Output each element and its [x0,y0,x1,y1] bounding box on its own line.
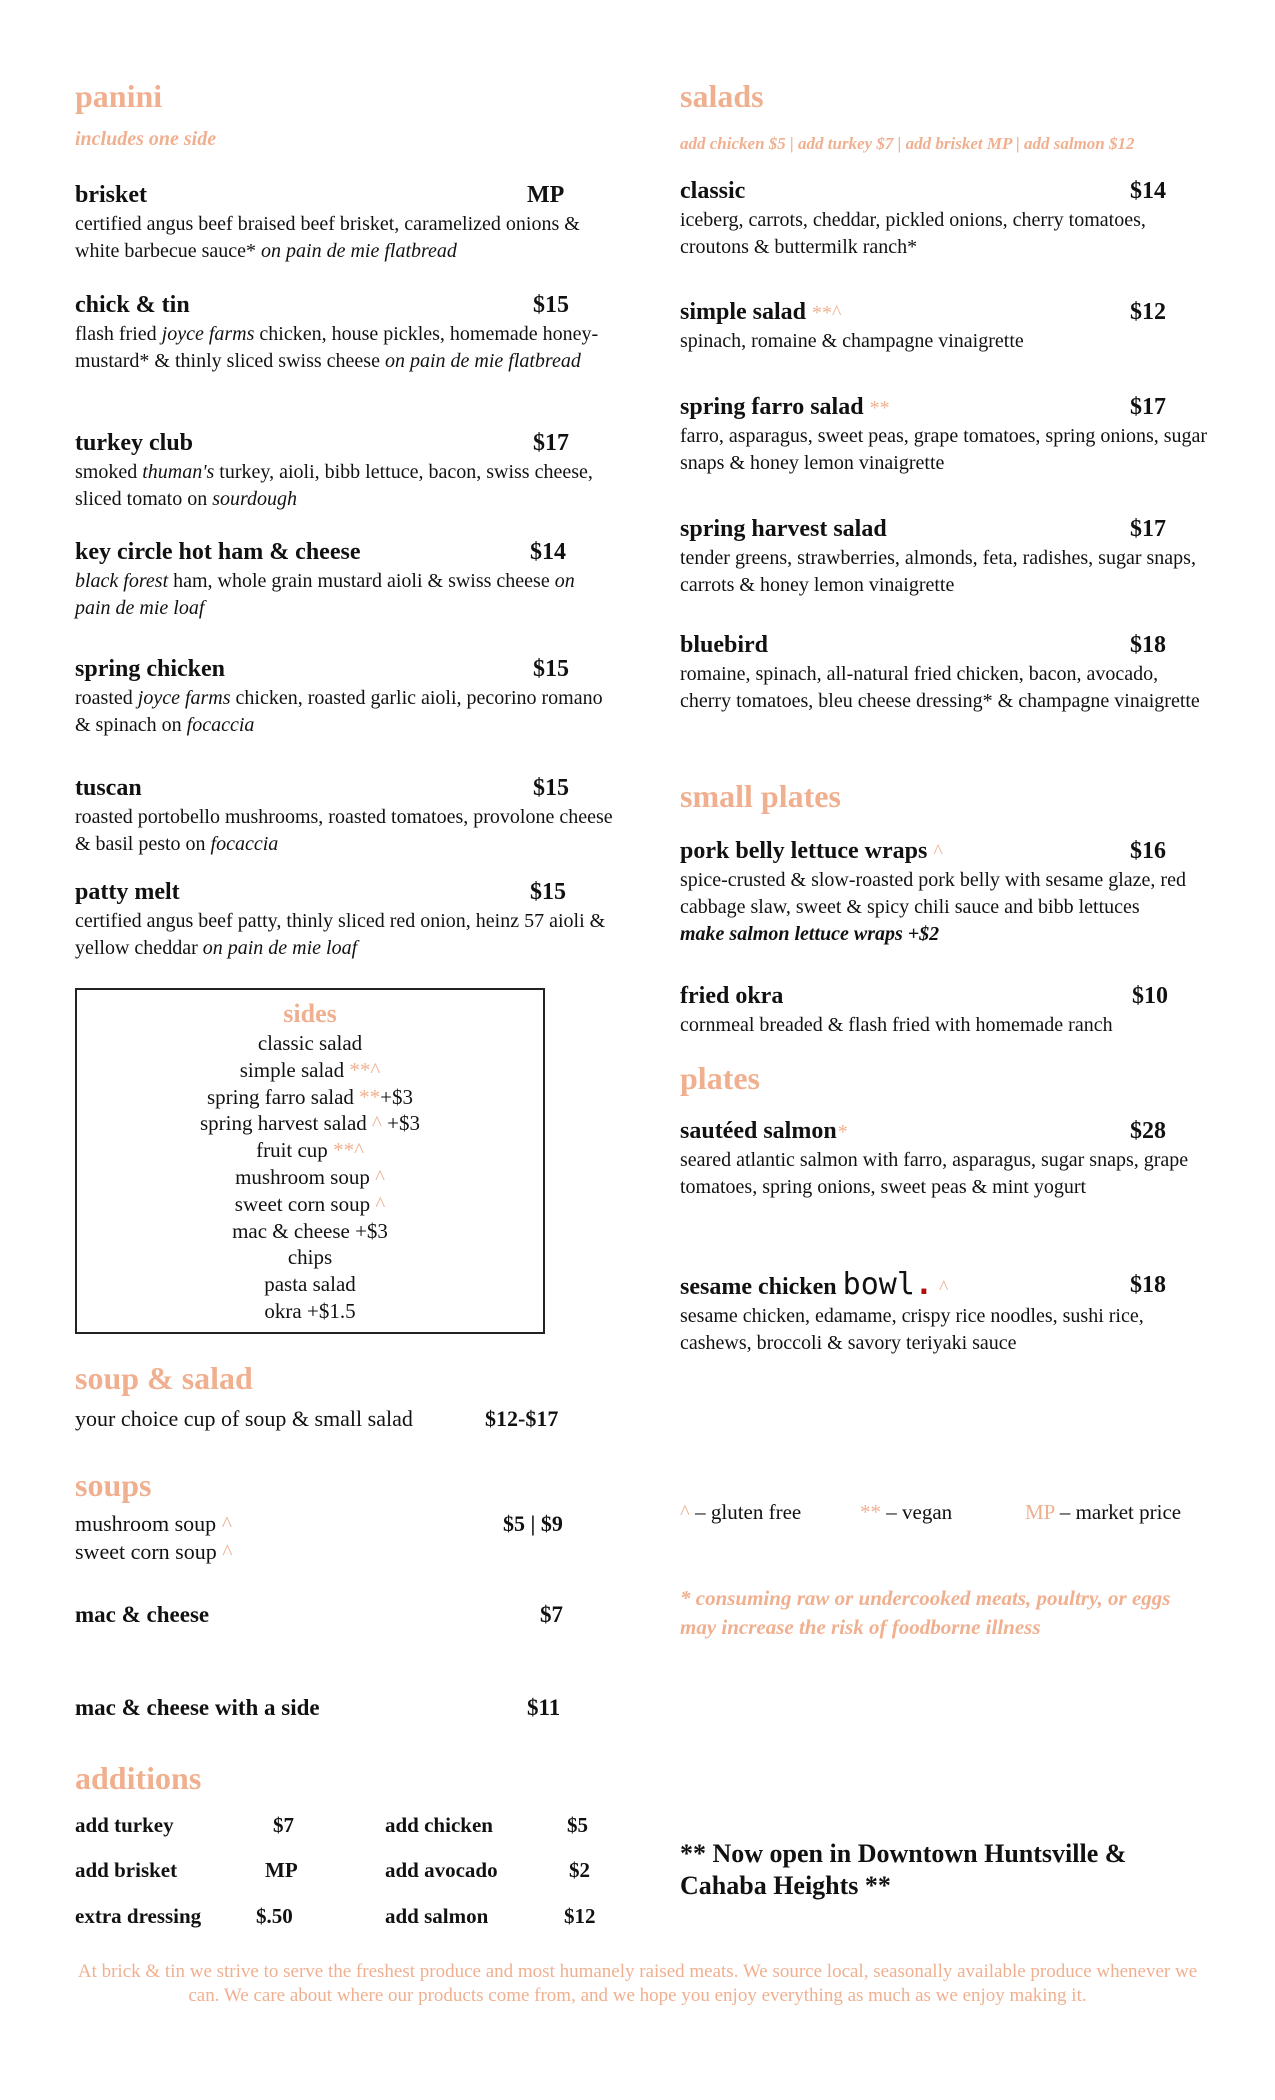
item-price: $28 [1130,1118,1166,1144]
plates-title: plates [680,1060,760,1096]
item-price: $14 [530,539,566,565]
location-announcement: ** Now open in Downtown Huntsville & Cahaba Heights ** [680,1839,1127,1900]
salad-item-spring-farro [680,392,1210,477]
legend-gluten-free: ^ – gluten free [680,1500,802,1524]
additions-grid [75,1813,615,1953]
small-plates-title: small plates [680,778,841,814]
addition-price: $.50 [256,1904,293,1928]
panini-item-brisket [75,180,615,265]
soup-salad-text: your choice cup of soup & small salad [75,1406,413,1431]
item-desc: smoked thuman's turkey, aioli, bibb lettuce, bacon, swiss cheese, sliced tomato on sourdough [75,461,593,510]
salmon-wraps-upgrade: make salmon lettuce wraps +$2 [680,923,940,945]
panini-item-patty-melt [75,877,615,962]
gluten-free-mark: ^ [221,1511,233,1536]
item-price: $15 [533,292,569,318]
item-desc: certified angus beef patty, thinly sliced red onion, heinz 57 aioli & yellow cheddar on pain de mie loaf [75,910,606,959]
item-name: patty melt [75,879,180,905]
item-desc: cornmeal breaded & flash fried with homemade ranch [680,1014,1113,1036]
diet-mark: **^ [812,302,842,324]
item-desc: roasted joyce farms chicken, roasted garlic aioli, pecorino romano & spinach on focaccia [75,687,603,736]
item-name: spring chicken [75,656,226,682]
addition-price: $2 [569,1858,590,1882]
salad-item-simple [680,297,1210,355]
sides-box [75,988,545,1334]
bowl-dot: . [914,1267,933,1302]
item-desc: spinach, romaine & champagne vinaigrette [680,330,1024,352]
item-name: fried okra [680,983,784,1009]
item-name: tuscan [75,775,142,801]
addition-name: add avocado [385,1858,498,1882]
mac-cheese-line [75,1601,615,1631]
item-name: key circle hot ham & cheese [75,539,361,565]
mac-cheese-name: mac & cheese [75,1602,210,1627]
side-item: spring farro salad **+$3 [206,1084,414,1109]
item-desc: spice-crusted & slow-roasted pork belly with sesame glaze, red cabbage slaw, sweet & spicy chili sauce and bibb lettuces make salmon lettuce wraps +$2 [680,869,1186,945]
item-name: sautéed salmon [680,1118,837,1144]
item-price: $14 [1130,178,1166,204]
item-price: MP [527,182,565,208]
item-price: $17 [1130,516,1166,542]
item-price: $15 [530,879,566,905]
item-price: $17 [533,430,569,456]
foodborne-disclaimer: * consuming raw or undercooked meats, poultry, or eggs may increase the risk of foodborne illness [680,1586,1171,1639]
mac-side-name: mac & cheese with a side [75,1695,320,1720]
plate-sauteed-salmon [680,1116,1210,1201]
side-item: simple salad **^ [239,1057,381,1082]
addition-name: add chicken [385,1813,493,1837]
salads-title: salads [680,78,764,114]
panini-item-spring-chicken [75,654,615,739]
sides-title: sides [283,999,337,1028]
small-plate-pork-belly [680,836,1210,948]
panini-item-tuscan [75,773,615,858]
item-price: $10 [1132,983,1168,1009]
addition-price: $12 [564,1904,596,1928]
dietary-legend [680,1500,1210,1530]
item-price: $18 [1130,632,1166,658]
item-desc: roasted portobello mushrooms, roasted tomatoes, provolone cheese & basil pesto on focaccia [75,806,613,855]
item-price: $15 [533,656,569,682]
small-plate-fried-okra [680,981,1210,1039]
raw-warning-mark: * [837,1121,848,1143]
side-item: okra +$1.5 [264,1298,356,1323]
panini-item-turkey-club [75,428,615,513]
sides-list [77,1030,543,1325]
item-desc: seared atlantic salmon with farro, asparagus, sugar snaps, grape tomatoes, spring onions, sweet peas & mint yogurt [680,1149,1189,1198]
soups-title: soups [75,1467,152,1503]
panini-note: includes one side [75,128,217,150]
addition-price: MP [265,1858,298,1882]
salad-item-spring-harvest [680,514,1210,599]
panini-item-ham-cheese [75,537,615,622]
item-desc: romaine, spinach, all-natural fried chicken, bacon, avocado, cherry tomatoes, bleu cheese dressing* & champagne vinaigrette [680,663,1200,712]
addition-name: add turkey [75,1813,174,1837]
mac-cheese-price: $7 [540,1602,563,1627]
item-name: spring harvest salad [680,516,887,542]
addition-name: add salmon [385,1904,489,1928]
gluten-free-mark: ^ [933,841,943,863]
panini-item-chick-tin [75,290,615,375]
addition-price: $7 [273,1813,294,1837]
plate-sesame-chicken-bowl [680,1268,1210,1357]
item-name: bluebird [680,632,769,658]
item-name: simple salad [680,299,807,325]
item-desc: sesame chicken, edamame, crispy rice noodles, sushi rice, cashews, broccoli & savory teriyaki sauce [680,1305,1144,1354]
addition-name: add brisket [75,1858,178,1882]
addition-price: $5 [567,1813,588,1837]
panini-title: panini [75,78,163,114]
salad-item-bluebird [680,630,1210,715]
item-price: $16 [1130,838,1166,864]
vegan-mark: ** [869,397,890,419]
item-name: spring farro salad [680,394,864,420]
item-name: brisket [75,182,147,208]
side-item: mac & cheese +$3 [232,1218,388,1243]
item-name: chick & tin [75,292,190,318]
gluten-free-mark: ^ [938,1277,949,1299]
item-name: classic [680,178,746,204]
gluten-free-mark: ^ [222,1539,233,1564]
item-name: turkey club [75,430,194,456]
item-desc: tender greens, strawberries, almonds, feta, radishes, sugar snaps, carrots & honey lemon vinaigrette [680,547,1196,596]
soups-price: $5 | $9 [503,1511,563,1536]
legend-vegan: ** – vegan [860,1500,953,1524]
side-item: chips [287,1245,333,1270]
soup-salad-price: $12-$17 [485,1406,559,1431]
bowl-wordmark: bowl [842,1267,915,1302]
item-price: $12 [1130,299,1166,325]
side-item: fruit cup **^ [256,1138,364,1163]
legend-market-price: MP – market price [1025,1500,1182,1524]
soup-sweet-corn: sweet corn soup [75,1539,223,1564]
soup-salad-line [75,1405,615,1435]
salad-item-classic [680,176,1210,261]
side-item: classic salad [257,1031,363,1055]
item-name: pork belly lettuce wraps [680,838,928,864]
side-item: mushroom soup ^ [235,1164,385,1189]
side-item: pasta salad [264,1272,356,1297]
footer-statement: At brick & tin we strive to serve the freshest produce and most humanely raised meats. We source local, seasonally available produce whenever we can. We care about where our products come from, and we hope you enjoy everything as much as we enjoy making it. [77,1961,1198,2006]
item-desc: certified angus beef braised beef brisket, caramelized onions & white barbecue sauce* on pain de mie flatbread [75,213,580,262]
item-price: $18 [1130,1272,1166,1298]
soup-salad-title: soup & salad [75,1360,253,1396]
side-item: spring harvest salad ^ +$3 [200,1111,420,1136]
item-desc: flash fried joyce farms chicken, house pickles, homemade honey-mustard* & thinly sliced swiss cheese on pain de mie flatbread [75,323,599,372]
soups-list [75,1510,615,1566]
side-item: sweet corn soup ^ [234,1191,386,1216]
item-desc: black forest ham, whole grain mustard aioli & swiss cheese on pain de mie loaf [75,570,575,619]
salads-note: add chicken $5 | add turkey $7 | add brisket MP | add salmon $12 [680,134,1135,153]
soup-mushroom: mushroom soup [75,1511,222,1536]
additions-title: additions [75,1760,202,1796]
item-price: $17 [1130,394,1166,420]
item-price: $15 [533,775,569,801]
addition-name: extra dressing [75,1904,202,1928]
mac-side-line [75,1694,615,1724]
item-desc: iceberg, carrots, cheddar, pickled onions, cherry tomatoes, croutons & buttermilk ranch* [680,209,1146,258]
item-name: sesame chicken [680,1274,837,1300]
mac-side-price: $11 [527,1695,561,1720]
item-desc: farro, asparagus, sweet peas, grape tomatoes, spring onions, sugar snaps & honey lemon vinaigrette [680,425,1208,474]
